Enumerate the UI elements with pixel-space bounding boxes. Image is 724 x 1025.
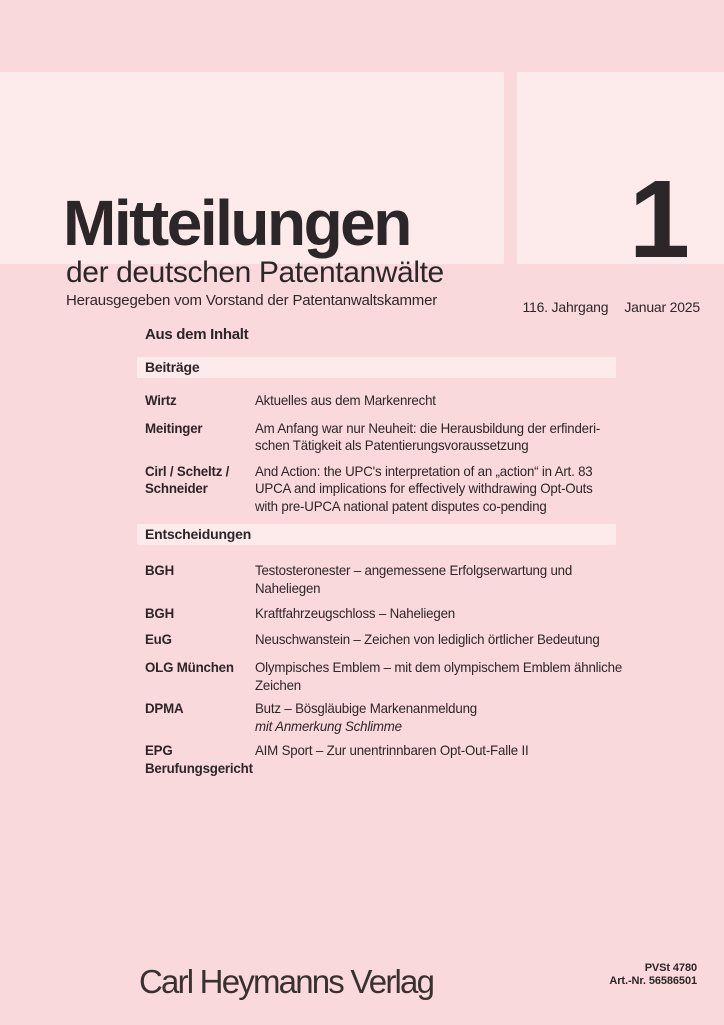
- toc-rows-entscheidungen: [145, 545, 625, 777]
- toc-row-desc: [255, 420, 625, 455]
- journal-publisher-line: Herausgegeben vom Vorstand der Patentanwaltskammer: [66, 292, 438, 309]
- toc-row-desc: [255, 605, 625, 623]
- toc-row-desc-line: Am Anfang war nur Neuheit: die Herausbildung der erfinderi-: [255, 419, 601, 436]
- toc-row-label-line: BGH: [145, 562, 174, 578]
- toc-row-desc-line: Kraftfahrzeugschloss – Naheliegen: [255, 605, 456, 621]
- issue-number: 1: [628, 158, 690, 281]
- toc-row-label-line: Schneider: [145, 480, 208, 496]
- toc-row-desc-line: Aktuelles aus dem Markenrecht: [255, 392, 436, 408]
- masthead-panel: [0, 72, 504, 309]
- toc-row-desc: [255, 562, 625, 597]
- toc-row-desc-line: Neuschwanstein – Zeichen von lediglich örtlicher Bedeutung: [255, 630, 600, 647]
- toc-row: [145, 631, 625, 649]
- toc-row-desc: [255, 631, 625, 649]
- toc-row-label-line: DPMA: [145, 700, 184, 716]
- toc-row-label-line: Wirtz: [145, 392, 177, 408]
- toc-row-label: [145, 700, 255, 718]
- toc-row-label: [145, 392, 255, 410]
- toc-row-label-line: Meitinger: [145, 419, 203, 436]
- issue-panel: [517, 72, 724, 315]
- toc-row-desc-line: Testosteronester – angemessene Erfolgserwartung und: [255, 562, 573, 578]
- toc-row-desc-line: Butz – Bösgläubige Markenanmeldung: [255, 700, 478, 716]
- toc-row-desc-line: mit Anmerkung Schlimme: [255, 717, 402, 734]
- toc-row-label: [145, 742, 255, 777]
- postal-id: PVSt 4780: [644, 962, 697, 974]
- toc-row-desc-line: AIM Sport – Zur unentrinnbaren Opt-Out-Falle II: [255, 742, 529, 758]
- toc-row: [145, 659, 625, 694]
- toc-row: [145, 463, 625, 516]
- toc-row: [145, 605, 625, 623]
- toc-row-label-line: EPG: [145, 742, 173, 758]
- section-band-entscheidungen: [137, 524, 616, 545]
- toc-heading: Aus dem Inhalt: [145, 326, 249, 343]
- issue-meta: [522, 300, 700, 314]
- toc-row-desc: [255, 659, 625, 694]
- toc-row-desc: [255, 742, 625, 760]
- toc-row-desc-line: schen Tätigkeit als Patentierungsvoraussetzung: [255, 437, 529, 453]
- footer-meta: [609, 962, 697, 987]
- toc-row-desc: [255, 700, 625, 735]
- toc-row-desc-line: Olympisches Emblem – mit dem olympischem Emblem ähnliche: [255, 659, 623, 675]
- issue-date: Januar 2025: [624, 299, 700, 315]
- toc-row-label: [145, 659, 255, 677]
- toc-row-label: [145, 463, 255, 498]
- issue-volume: 116. Jahrgang: [522, 299, 609, 315]
- section-title: Entscheidungen: [145, 526, 252, 542]
- toc-rows-beitraege: [145, 378, 625, 515]
- toc-row: [145, 420, 625, 455]
- toc-row-desc-line: And Action: the UPC's interpretation of an „action“ in Art. 83: [255, 462, 593, 479]
- journal-subtitle: der deutschen Patentanwälte: [66, 256, 444, 289]
- toc-row-label-line: BGH: [145, 605, 174, 621]
- section-title: Beiträge: [145, 359, 200, 375]
- section-band-beitraege: [137, 357, 616, 378]
- toc-row-label-line: EuG: [145, 630, 172, 647]
- toc-row: [145, 562, 625, 597]
- toc-row: [145, 742, 625, 777]
- toc-row-desc: [255, 463, 625, 516]
- toc-row-label: [145, 420, 255, 438]
- toc-row: [145, 700, 625, 735]
- toc-row-desc-line: Zeichen: [255, 676, 302, 693]
- publisher-imprint: Carl Heymanns Verlag: [139, 963, 434, 1000]
- toc-row-label-line: OLG München: [145, 659, 234, 675]
- toc-row-label-line: Berufungsgericht: [145, 759, 253, 776]
- article-number: Art.-Nr. 56586501: [609, 974, 697, 987]
- toc-row-desc: [255, 392, 625, 410]
- toc-row: [145, 392, 625, 410]
- toc-row-label: [145, 562, 255, 580]
- toc-row-desc-line: Naheliegen: [255, 579, 321, 596]
- toc-row-desc-line: with pre-UPCA national patent disputes co-pending: [255, 497, 547, 514]
- journal-title: Mitteilungen: [63, 187, 410, 259]
- toc-row-desc-line: UPCA and implications for effectively withdrawing Opt-Outs: [255, 480, 593, 496]
- toc-row-label: [145, 605, 255, 623]
- toc-row-label: [145, 631, 255, 649]
- toc-row-label-line: Cirl / Scheltz /: [145, 462, 230, 479]
